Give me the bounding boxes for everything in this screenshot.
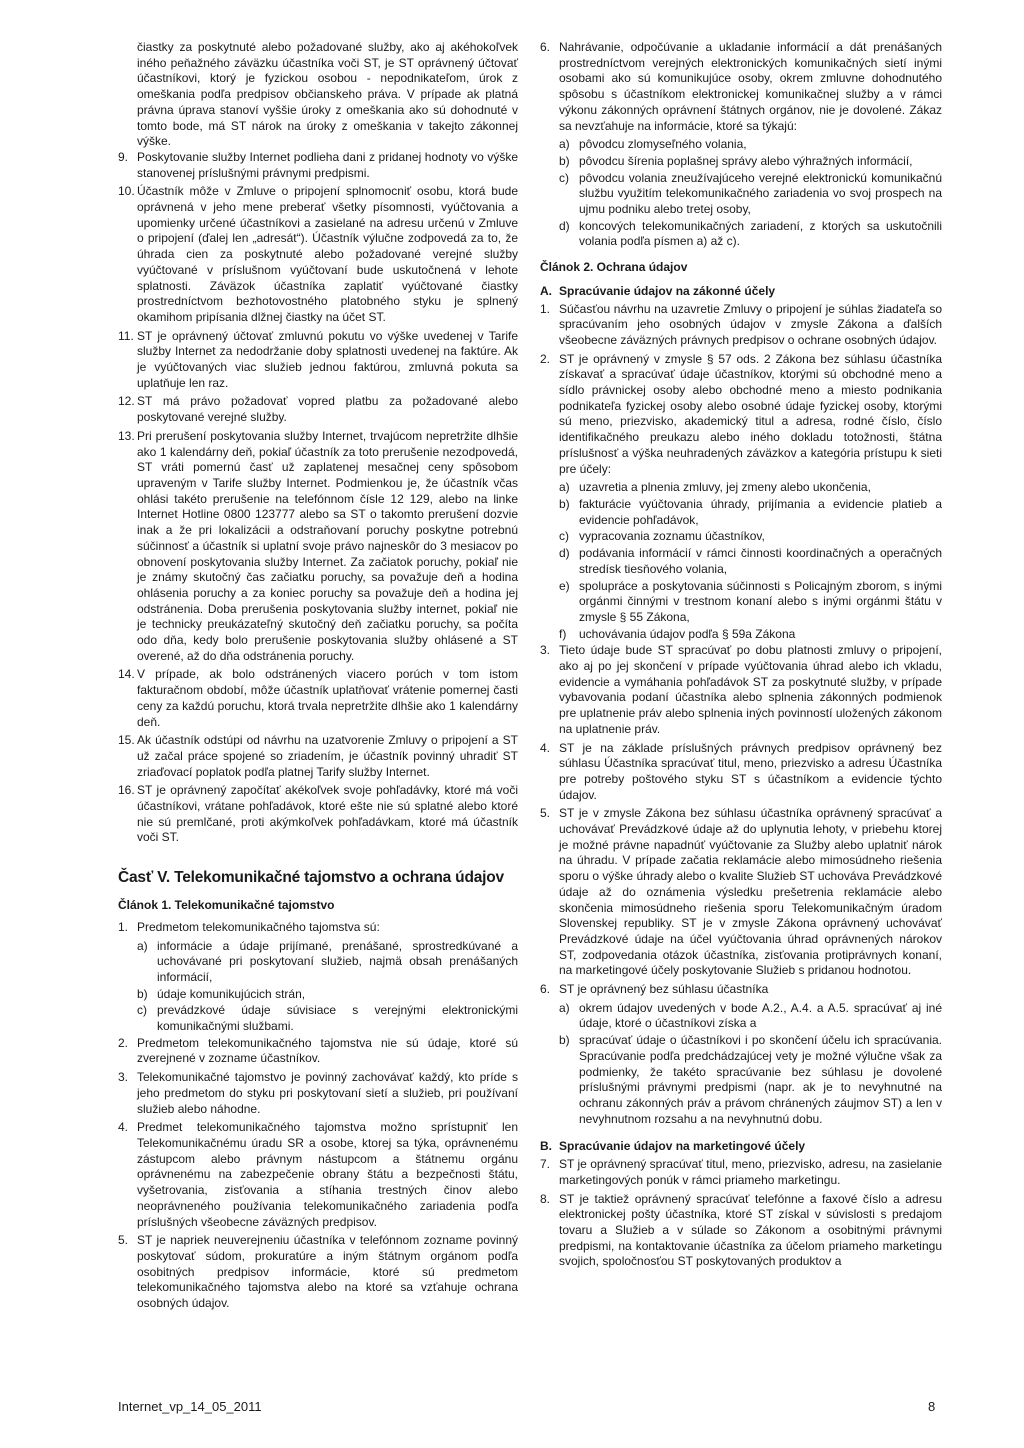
part-heading: Časť V. Telekomunikačné tajomstvo a ochrana údajov — [118, 869, 504, 887]
sub-item-letter: d) — [559, 218, 570, 233]
sub-item-text: podávania informácií v rámci činnosti koordinačných a operačných stredísk tiesňového volania, — [579, 546, 942, 576]
sub-item-letter: b) — [137, 986, 148, 1001]
sub-item — [559, 154, 942, 170]
list-item — [118, 920, 518, 936]
item-text: ST je v zmysle Zákona bez súhlasu účastníka oprávnený spracúvať a uchovávať Prevádzkové údaje až do uplynutia lehoty, v priebehu ktorej je možné právne napadnúť vyúčtovanie za Služby alebo uplatniť nárok na úhradu. V prípade začatia reklamácie alebo mimosúdneho riešenia sporu o výške úhrady alebo o kvalite Služieb ST uchováva Prevádzkové údaje až do oznámenia výsledku prešetrenia reklamácie alebo skončenia mimosúdneho riešenia sporu Telekomunikačným úradom Slovenskej republiky. ST je v zmysle Zákona oprávnený uchovávať Prevádzkové údaje na účel vyúčtovania úhrad oprávnených nárokov ST, zodpovedania otázok účastníka, zisťovania protiprávnych konaní, na marketingové účely poskytovanie Služieb s pridanou hodnotou. — [559, 806, 942, 978]
item-text: Pri prerušení poskytovania služby Internet, trvajúcom nepretržite dlhšie ako 1 kalendárny deň, pokiaľ účastník za toto prerušenie nezodpovedá, ST vráti pomernú časť už zaplatenej mesačnej ceny spôsobom upraveným v Tarife služby Internet. Podmienkou je, že účastník včas ohlási takéto prerušenie na telefónnom čísle 12 129, alebo na linke Internet Hotline 0800 123777 alebo sa ST o takomto prerušení dozvie inak a že pri lokalizácii a odstraňovaní poruchy poskytne potrebnú súčinnosť a účastník si uplatní svoje právo najneskôr do 3 mesiacov po obnovení poskytovania služby Internet. Za začiatok poruchy, pokiaľ nie je známy skutočný čas začiatku poruchy, sa považuje deň a hodina ohlásenia poruchy a za koniec poruchy sa považuje deň a hodina jej odstránenia. Doba prerušenia poskytovania služby internet, pokiaľ nie je technicky preukázateľný skutočný deň začiatku poruchy, sa počíta odo dňa, kedy bolo prerušenie poskytovania služby ohlásené a ST overené, až do dňa odstránenia poruchy. — [137, 428, 518, 663]
item-number: 16. — [118, 783, 135, 798]
sub-list — [559, 480, 942, 642]
list-item — [118, 329, 518, 392]
numbered-list — [540, 643, 942, 997]
continued-paragraph: čiastky za poskytnuté alebo požadované služby, ako aj akéhokoľvek iného peňažného záväzku účastníka voči ST, je ST oprávnený účtovať účastníkovi, ktorý je fyzickou osobou - nepodnikateľom, úrok z omeškania podľa predpisov občianskeho práva. V prípade ak platná právna úprava stanoví vyššie úroky z omeškania ako sú dohodnuté v tomto bode, má ST nárok na úroky z omeškania v takejto zákonnej výške. — [137, 40, 518, 149]
sub-item — [559, 529, 942, 545]
list-item — [540, 1192, 942, 1271]
numbered-list — [540, 302, 942, 478]
sub-item-text: spracúvať údaje o účastníkovi i po skončení účelu ich spracúvania. Spracúvanie podľa predchádzajúcej vety je možné výlučne však za podmienky, že takéto spracúvanie bez súhlasu je dovolené príslušnými právnymi predpismi (napr. ak je to nevyhnutné na ochranu zákonných práv a právom chránených záujmov ST) a len v nevyhnutnom rozsahu a na nevyhnutnú dobu. — [579, 1033, 942, 1126]
item-number: 5. — [540, 806, 551, 821]
numbered-list — [118, 150, 518, 846]
item-text: ST je oprávnený započítať akékoľvek svoje pohľadávky, ktoré má voči účastníkovi, vrátane pohľadávok, ktoré ešte nie sú splatné alebo ktoré nie sú premlčané, proti akýmkoľvek pohľadávkam, ktoré má účastník voči ST. — [137, 783, 518, 845]
item-number: 1. — [118, 919, 129, 934]
item-text: V prípade, ak bolo odstránených viacero porúch v tom istom fakturačnom období, môže účastník uplatňovať vrátenie pomernej časti ceny za každú poruchu, ktorá trvala nepretržite dlhšie ako 1 kalendárny deň. — [137, 667, 518, 729]
sub-item-letter: e) — [559, 578, 570, 593]
sub-item — [137, 1003, 518, 1034]
sub-item-text: pôvodcu volania zneužívajúceho verejné elektronickú komunikačnú službu využitím telekomunikačného zariadenia vo svoj prospech na ujmu podniku alebo tretej osoby, — [579, 170, 942, 217]
sub-item — [559, 1001, 942, 1032]
item-text: Tieto údaje bude ST spracúvať po dobu platnosti zmluvy o pripojení, ako aj po jej skončení v prípade vyúčtovania úhrad alebo ich vkladu, evidencie a vymáhania pohľadávok ST za poskytnuté služby, v prípade vybavovania podaní účastníka alebo splnenia zákonných podmienok pre uplatnenie práv alebo splnenia iných povinností uložených zákonom na uplatnenie práv. — [559, 643, 942, 736]
sub-item — [559, 627, 942, 643]
item-text: ST je oprávnený v zmysle § 57 ods. 2 Zákona bez súhlasu účastníka získavať a spracúvať údaje účastníkov, ktorými sú obchodné meno a sídlo právnickej osoby alebo obchodné meno a miesto podnikania podnikateľa fyzickej osoby alebo osobné údaje fyzickej osoby, ktorými sú meno, priezvisko, akademický titul a adresa, rodné číslo, číslo identifikačného preukazu alebo iného dokladu totožnosti, štátna príslušnosť a výška neuhradených záväzkov a kategória prístupu k sieti pre účely: — [559, 351, 942, 476]
item-number: 6. — [540, 982, 551, 997]
item-number: 12. — [118, 394, 135, 409]
item-text: Poskytovanie služby Internet podlieha dani z pridanej hodnoty vo výške stanovenej príslušnými právnymi predpismi. — [137, 149, 518, 180]
item-text: ST je oprávnený účtovať zmluvnú pokutu vo výške uvedenej v Tarife služby Internet za nedodržanie doby splatnosti uvedenej na faktúre. Ak je vyúčtovaných viac služieb jednou faktúrou, zmluvná pokuta sa uplatňuje len raz. — [137, 328, 518, 390]
sub-item-text: prevádzkové údaje súvisiace s verejnými elektronickými komunikačnými službami. — [157, 1003, 518, 1034]
sub-item — [559, 1033, 942, 1127]
sub-item — [559, 497, 942, 528]
sub-item-letter: b) — [559, 1033, 570, 1048]
sub-item-letter: a) — [559, 137, 570, 152]
sub-list — [137, 939, 518, 1035]
sub-item — [559, 219, 942, 250]
item-number: 4. — [540, 740, 551, 755]
item-number: 9. — [118, 149, 129, 164]
list-item — [118, 1120, 518, 1230]
list-item — [118, 394, 518, 425]
article-list — [118, 920, 518, 1312]
sub-item — [559, 546, 942, 577]
list-item — [118, 667, 518, 730]
sub-item-text: fakturácie vyúčtovania úhrady, prijímania a evidencie platieb a evidencie pohľadávok, — [579, 496, 942, 527]
item-text: Účastník môže v Zmluve o pripojení splnomocniť osobu, ktorá bude oprávnená v jeho mene preberať všetky písomnosti, vyúčtovania a upomienky určené účastníkovi a zasielané na adresu určenú v Zmluve o pripojení (ďalej len „adresát“). Účastník výlučne zodpovedá za to, že úhrada cien za poskytnuté alebo požadované verejné služby vyúčtované v príslušnom vyúčtovaní bude uskutočnená v lehote splatnosti. Záväzok účastníka zaplatiť vyúčtované čiastky prostredníctvom bezhotovostného platobného styku je splnený okamihom pripísania dlžnej čiastky na účet ST. — [137, 184, 518, 324]
list-item — [118, 150, 518, 181]
right-column — [540, 40, 942, 1273]
item-number: 2. — [540, 351, 551, 366]
item-text: Nahrávanie, odpočúvanie a ukladanie informácií a dát prenášaných prostredníctvom verejných elektronických komunikačných sietí inými osobami ako sú komunikujúce osoby, okrem zmluvne dohodnutého spôsobu s účastníkom elektronickej komunikačnej služby a v rámci výkonu zákonných oprávnení štátnych orgánov, nie je dovolené. Zákaz sa nevzťahuje na informácie, ktoré sa týkajú: — [559, 40, 942, 133]
section-title: Spracúvanie údajov na marketingové účely — [559, 1139, 806, 1154]
item-text: ST je oprávnený bez súhlasu účastníka — [559, 982, 769, 997]
article-heading: Článok 1. Telekomunikačné tajomstvo — [118, 898, 335, 913]
item-text: ST má právo požadovať vopred platbu za požadované alebo poskytované verejné služby. — [137, 394, 518, 425]
list-item — [118, 783, 518, 846]
item-number: 11. — [118, 328, 134, 343]
article-heading: Článok 2. Ochrana údajov — [540, 260, 688, 275]
list-item — [540, 982, 942, 998]
list-item — [118, 184, 518, 325]
item-number: 14. — [118, 667, 135, 682]
item-text: ST je oprávnený spracúvať titul, meno, priezvisko, adresu, na zasielanie marketingových ponúk v rámci priameho marketingu. — [559, 1157, 942, 1187]
sub-item — [559, 579, 942, 626]
sub-item-letter: d) — [559, 546, 570, 561]
list-item — [118, 1233, 518, 1312]
item-text: Súčasťou návrhu na uzavretie Zmluvy o pripojení je súhlas žiadateľa so spracúvaním jeho osobných údajov v zmysle Zákona a ďalších všeobecne záväzných právnych predpisov o ochrane osobných údajov. — [559, 301, 942, 347]
item-text: Predmet telekomunikačného tajomstva možno sprístupniť len Telekomunikačnému úradu SR a osobe, ktorej sa týka, oprávnenému zástupcom alebo právnym nástupcom a štátnemu orgánu oprávnenému na zabezpečenie obrany štátu a bezpečnosti štátu, vyšetrovania, zisťovania a stíhania trestných činov alebo neoprávneného používania telekomunikačného zariadenia podľa príslušných všeobecne záväzných predpisov. — [137, 1120, 518, 1229]
item-text: Telekomunikačné tajomstvo je povinný zachovávať každý, kto príde s jeho predmetom do styku pri poskytovaní sietí a služieb, pri používaní služieb alebo náhodne. — [137, 1070, 518, 1116]
item-text: ST je na základe príslušných právnych predpisov oprávnený bez súhlasu Účastníka spracúvať titul, meno, priezvisko a adresu Účastníka pre potreby poštového styku ST s účastníkom a evidencie týchto údajov. — [559, 740, 942, 802]
section-heading — [540, 284, 942, 300]
sub-item-text: koncových telekomunikačných zariadení, z ktorých sa uskutočnili volania podľa písmen a) až c). — [579, 218, 942, 249]
sub-item-text: pôvodcu šírenia poplašnej správy alebo výhražných informácií, — [579, 153, 913, 168]
item-number: 10. — [118, 184, 135, 199]
section-heading — [540, 1139, 942, 1155]
sub-item-letter: a) — [559, 1000, 570, 1015]
list-item — [540, 741, 942, 804]
list-item — [118, 429, 518, 665]
sub-item-letter: c) — [559, 170, 569, 185]
document-id: Internet_vp_14_05_2011 — [118, 1399, 262, 1414]
sub-item-text: spolupráce a poskytovania súčinnosti s Policajným zborom, s inými orgánmi činnými v trestnom konaní alebo s inými orgánmi štátu v zmysle § 55 Zákona, — [579, 578, 942, 624]
sub-item-letter: a) — [559, 480, 570, 495]
sub-item — [559, 480, 942, 496]
sub-item — [137, 987, 518, 1003]
numbered-list — [540, 1157, 942, 1270]
item-number: 4. — [118, 1120, 129, 1135]
sub-item-letter: f) — [559, 626, 567, 641]
section-letter: A. — [540, 283, 552, 298]
sub-item-letter: c) — [137, 1003, 147, 1018]
sub-item-letter: a) — [137, 938, 148, 953]
sub-item-text: informácie a údaje prijímané, prenášané, sprostredkúvané a uchovávané pri poskytovaní služieb, najmä obsah prenášaných informácií, — [157, 938, 518, 984]
list-item — [540, 806, 942, 979]
item-number: 3. — [118, 1070, 129, 1085]
sub-list — [559, 1001, 942, 1128]
list-item — [540, 352, 942, 478]
item-text: Ak účastník odstúpi od návrhu na uzatvorenie Zmluvy o pripojení a ST už začal práce spojené so zriadením, je účastník povinný uhradiť ST zriaďovací poplatok podľa platnej Tarify služby Internet. — [137, 733, 518, 779]
item-text: ST je taktiež oprávnený spracúvať telefónne a faxové číslo a adresu elektronickej pošty účastníka, ktoré ST získal v súvislosti s predajom tovaru a Služieb a v súlade so Zákonom a osobitnými právnymi predpismi, na kontaktovanie účastníka za účelom priameho marketingu svojich, spoločnosťou ST poskytovaných produktov a — [559, 1191, 942, 1269]
left-column — [118, 40, 518, 1315]
item-number: 3. — [540, 643, 551, 658]
sub-item-letter: c) — [559, 529, 569, 544]
item-number: 6. — [540, 40, 551, 54]
sub-item-text: uzavretia a plnenia zmluvy, jej zmeny alebo ukončenia, — [579, 480, 871, 495]
sub-item-text: údaje komunikujúcich strán, — [157, 986, 306, 1001]
item-text: Predmetom telekomunikačného tajomstva nie sú údaje, ktoré sú zverejnené v zozname účastníkov. — [137, 1035, 518, 1066]
sub-item-text: uchovávania údajov podľa § 59a Zákona — [579, 626, 796, 641]
item-number: 5. — [118, 1233, 129, 1248]
sub-item-letter: b) — [559, 153, 570, 168]
section-letter: B. — [540, 1139, 552, 1154]
item-number: 2. — [118, 1035, 129, 1050]
item-number: 15. — [118, 733, 135, 748]
sub-item — [137, 939, 518, 986]
sub-item-text: vypracovania zoznamu účastníkov, — [579, 529, 765, 544]
item-number: 7. — [540, 1157, 551, 1172]
sub-item-letter: b) — [559, 496, 570, 511]
sub-list — [559, 137, 942, 250]
list-item — [540, 1157, 942, 1188]
list-item — [118, 1036, 518, 1067]
item-number: 8. — [540, 1191, 551, 1206]
list-item — [118, 1070, 518, 1117]
sub-item-text: pôvodcu zlomyseľného volania, — [579, 137, 747, 152]
list-item — [540, 40, 942, 134]
item-text: ST je napriek neuverejneniu účastníka v telefónnom zozname povinný poskytovať súdom, prokuratúre a iným štátnym orgánom podľa osobitných predpisov informácie, ktoré sú predmetom telekomunikačného tajomstva alebo na ktoré sa vzťahuje ochrana osobných údajov. — [137, 1233, 518, 1311]
list-item — [540, 302, 942, 349]
list-item — [540, 643, 942, 737]
sub-item-text: okrem údajov uvedených v bode A.2., A.4. a A.5. spracúvať aj iné údaje, ktoré o účastníkovi získa a — [579, 1000, 942, 1031]
item-text: Predmetom telekomunikačného tajomstva sú: — [137, 919, 380, 934]
sub-item — [559, 137, 942, 153]
sub-item — [559, 171, 942, 218]
section-title: Spracúvanie údajov na zákonné účely — [559, 283, 776, 298]
item-number: 1. — [540, 301, 551, 316]
page-number: 8 — [928, 1399, 936, 1414]
list-item — [118, 733, 518, 780]
item-number: 13. — [118, 428, 135, 443]
